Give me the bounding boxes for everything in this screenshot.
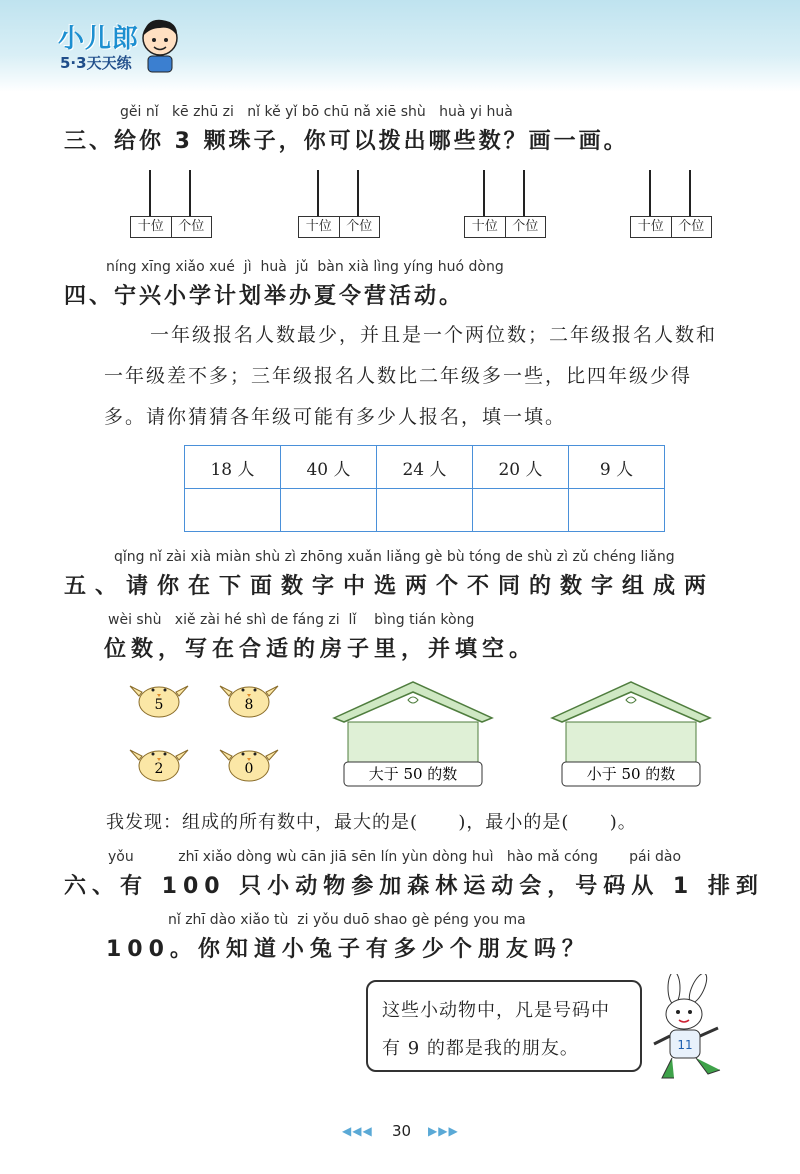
bubble-line-1: 这些小动物中，凡是号码中 bbox=[382, 1000, 610, 1021]
q5-finding: 我发现：组成的所有数中，最大的是( )，最小的是( )。 bbox=[106, 812, 637, 833]
house-less-than-50 bbox=[548, 678, 714, 788]
abacus-3 bbox=[464, 170, 546, 240]
table-cell: 9 人 bbox=[569, 446, 665, 489]
abacus-2 bbox=[298, 170, 380, 240]
abacus-tens-label: 十位 bbox=[465, 217, 506, 237]
q5-title-1: 五、请你在下面数字中选两个不同的数字组成两 bbox=[64, 574, 716, 599]
rabbit-bib-number: 11 bbox=[677, 1038, 693, 1052]
q3-title: 三、给你 3 颗珠子，你可以拨出哪些数？画一画。 bbox=[64, 129, 629, 154]
house-label: 小于 50 的数 bbox=[586, 765, 676, 783]
q5-title-2: 位数，写在合适的房子里，并填空。 bbox=[104, 637, 537, 662]
q6-pinyin-2: nǐ zhī dào xiǎo tù zi yǒu duō shao gè péng you ma bbox=[168, 912, 526, 928]
house-greater-than-50 bbox=[330, 678, 496, 788]
answer-cell[interactable] bbox=[473, 489, 569, 532]
q4-paragraph-line2: 一年级差不多；三年级报名人数比二年级多一些，比四年级少得 bbox=[104, 365, 693, 387]
answer-cell[interactable] bbox=[281, 489, 377, 532]
digit-label: 8 bbox=[244, 697, 254, 713]
chick-icon bbox=[128, 676, 190, 720]
digit-label: 0 bbox=[244, 761, 254, 777]
enrollment-table bbox=[184, 445, 665, 532]
speech-bubble bbox=[366, 980, 642, 1072]
table-row bbox=[185, 446, 665, 489]
answer-cell[interactable] bbox=[569, 489, 665, 532]
bubble-line-2: 有 9 的都是我的朋友。 bbox=[382, 1038, 579, 1059]
q6-title-2: 100。你知道小兔子有多少个朋友吗？ bbox=[106, 937, 590, 962]
q5-pinyin-2: wèi shù xiě zài hé shì de fáng zi lǐ bìng tián kòng bbox=[108, 612, 475, 628]
table-cell: 20 人 bbox=[473, 446, 569, 489]
abacus-ones-label: 个位 bbox=[678, 219, 705, 234]
q4-title: 四、宁兴小学计划举办夏令营活动。 bbox=[64, 284, 465, 309]
chick-icon bbox=[128, 740, 190, 784]
q4-paragraph-line3: 多。请你猜猜各年级可能有多少人报名，填一填。 bbox=[104, 406, 567, 428]
house-label: 大于 50 的数 bbox=[368, 765, 458, 783]
footer-left-arrows: ◀◀◀ bbox=[342, 1124, 373, 1138]
table-cell: 24 人 bbox=[377, 446, 473, 489]
abacus-ones-label: 个位 bbox=[346, 219, 373, 234]
brand-subtitle: 5·3天天练 bbox=[60, 54, 132, 72]
chick-icon bbox=[218, 740, 280, 784]
rabbit-icon bbox=[644, 974, 734, 1086]
digit-label: 5 bbox=[154, 697, 164, 713]
answer-cell[interactable] bbox=[377, 489, 473, 532]
abacus-ones-label: 个位 bbox=[512, 219, 539, 234]
abacus-tens-label: 十位 bbox=[631, 217, 672, 237]
abacus-ones-label: 个位 bbox=[178, 219, 205, 234]
footer-right-arrows: ▶▶▶ bbox=[428, 1124, 459, 1138]
abacus-tens-label: 十位 bbox=[299, 217, 340, 237]
q4-paragraph-line1: 一年级报名人数最少，并且是一个两位数；二年级报名人数和 bbox=[150, 324, 718, 346]
abacus-1 bbox=[130, 170, 212, 240]
q5-pinyin-1: qǐng nǐ zài xià miàn shù zì zhōng xuǎn liǎng gè bù tóng de shù zì zǔ chéng liǎng bbox=[114, 549, 675, 565]
table-row bbox=[185, 489, 665, 532]
q3-pinyin: gěi nǐ kē zhū zi nǐ kě yǐ bō chū nǎ xiē shù huà yi huà bbox=[120, 104, 513, 120]
table-cell: 18 人 bbox=[185, 446, 281, 489]
q6-pinyin-1: yǒu zhī xiǎo dòng wù cān jiā sēn lín yùn dòng huì hào mǎ cóng pái dào bbox=[108, 849, 682, 865]
abacus-tens-label: 十位 bbox=[131, 217, 172, 237]
brand-logo: 小儿郎 bbox=[58, 24, 140, 54]
chick-icon bbox=[218, 676, 280, 720]
mascot-boy-icon bbox=[138, 16, 182, 74]
page-number: 30 bbox=[392, 1122, 412, 1140]
answer-cell[interactable] bbox=[185, 489, 281, 532]
q4-pinyin: níng xīng xiǎo xué jì huà jǔ bàn xià lìng yíng huó dòng bbox=[106, 259, 504, 275]
abacus-4 bbox=[630, 170, 712, 240]
q6-title-1: 六、有 100 只小动物参加森林运动会，号码从 1 排到 bbox=[64, 874, 764, 899]
table-cell: 40 人 bbox=[281, 446, 377, 489]
digit-label: 2 bbox=[154, 761, 164, 777]
